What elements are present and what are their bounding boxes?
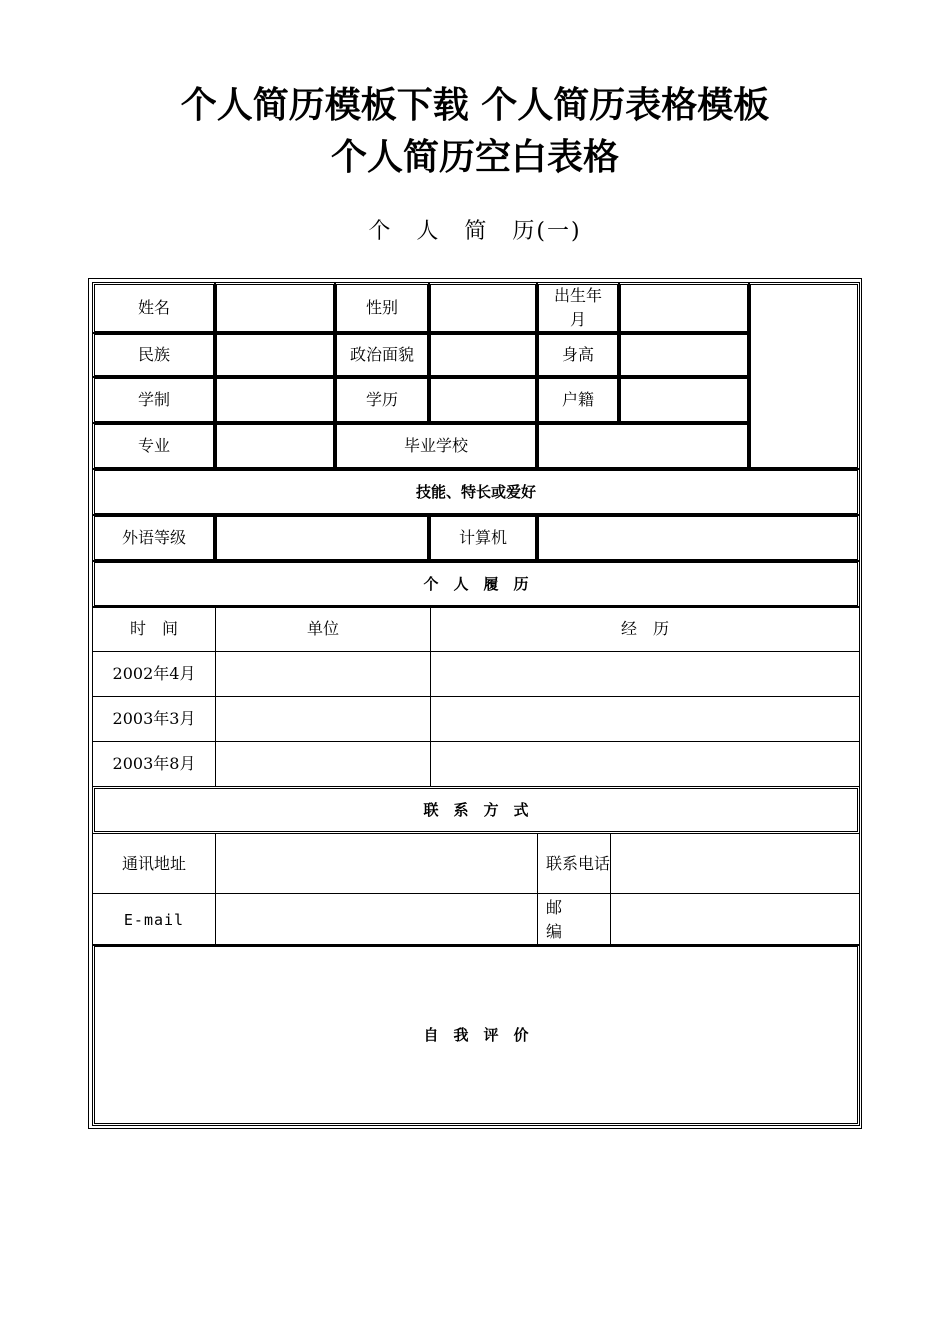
label-political: 政治面貌: [334, 332, 430, 378]
section-self-evaluation[interactable]: 自 我 评 价: [92, 944, 860, 1126]
field-postcode[interactable]: [610, 893, 860, 946]
history-row-unit[interactable]: [215, 696, 431, 742]
document-title-line1: 个人简历模板下载 个人简历表格模板: [180, 85, 770, 126]
field-education[interactable]: [428, 376, 538, 424]
history-col-time: 时 间: [92, 606, 216, 652]
field-computer[interactable]: [536, 514, 860, 562]
section-contact-header: 联 系 方 式: [92, 786, 860, 834]
label-height: 身高: [536, 332, 620, 378]
field-ethnicity[interactable]: [214, 332, 336, 378]
field-school[interactable]: [536, 422, 750, 470]
field-household[interactable]: [618, 376, 750, 424]
label-postcode: 邮编: [537, 893, 611, 946]
label-schooling: 学制: [92, 376, 216, 424]
field-political[interactable]: [428, 332, 538, 378]
history-col-unit: 单位: [215, 606, 431, 652]
section-history-header: 个 人 履 历: [92, 560, 860, 608]
field-phone[interactable]: [610, 833, 860, 894]
label-education: 学历: [334, 376, 430, 424]
field-address[interactable]: [215, 833, 538, 894]
field-gender[interactable]: [428, 282, 538, 334]
field-major[interactable]: [214, 422, 336, 470]
label-birth: 出生年月: [536, 282, 620, 334]
history-row-experience[interactable]: [430, 651, 860, 697]
history-row-time: 2003年3月: [92, 696, 216, 742]
history-col-experience: 经 历: [430, 606, 860, 652]
label-school: 毕业学校: [334, 422, 538, 470]
history-row-experience[interactable]: [430, 741, 860, 787]
field-schooling[interactable]: [214, 376, 336, 424]
field-height[interactable]: [618, 332, 750, 378]
field-email[interactable]: [215, 893, 538, 946]
history-row-unit[interactable]: [215, 741, 431, 787]
label-computer: 计算机: [428, 514, 538, 562]
label-email: E-mail: [92, 893, 216, 946]
history-row-unit[interactable]: [215, 651, 431, 697]
label-address: 通讯地址: [92, 833, 216, 894]
photo-box[interactable]: [748, 282, 860, 470]
field-language[interactable]: [214, 514, 430, 562]
label-phone: 联系电话: [537, 833, 611, 894]
label-gender: 性别: [334, 282, 430, 334]
field-birth[interactable]: [618, 282, 750, 334]
field-name[interactable]: [214, 282, 336, 334]
label-ethnicity: 民族: [92, 332, 216, 378]
history-row-time: 2003年8月: [92, 741, 216, 787]
history-row-experience[interactable]: [430, 696, 860, 742]
section-skills-header: 技能、特长或爱好: [92, 468, 860, 516]
form-subtitle: 个 人 简 历(一): [368, 219, 582, 244]
label-household: 户籍: [536, 376, 620, 424]
label-language: 外语等级: [92, 514, 216, 562]
label-major: 专业: [92, 422, 216, 470]
document-title-line2: 个人简历空白表格: [330, 137, 619, 178]
history-row-time: 2002年4月: [92, 651, 216, 697]
label-name: 姓名: [92, 282, 216, 334]
